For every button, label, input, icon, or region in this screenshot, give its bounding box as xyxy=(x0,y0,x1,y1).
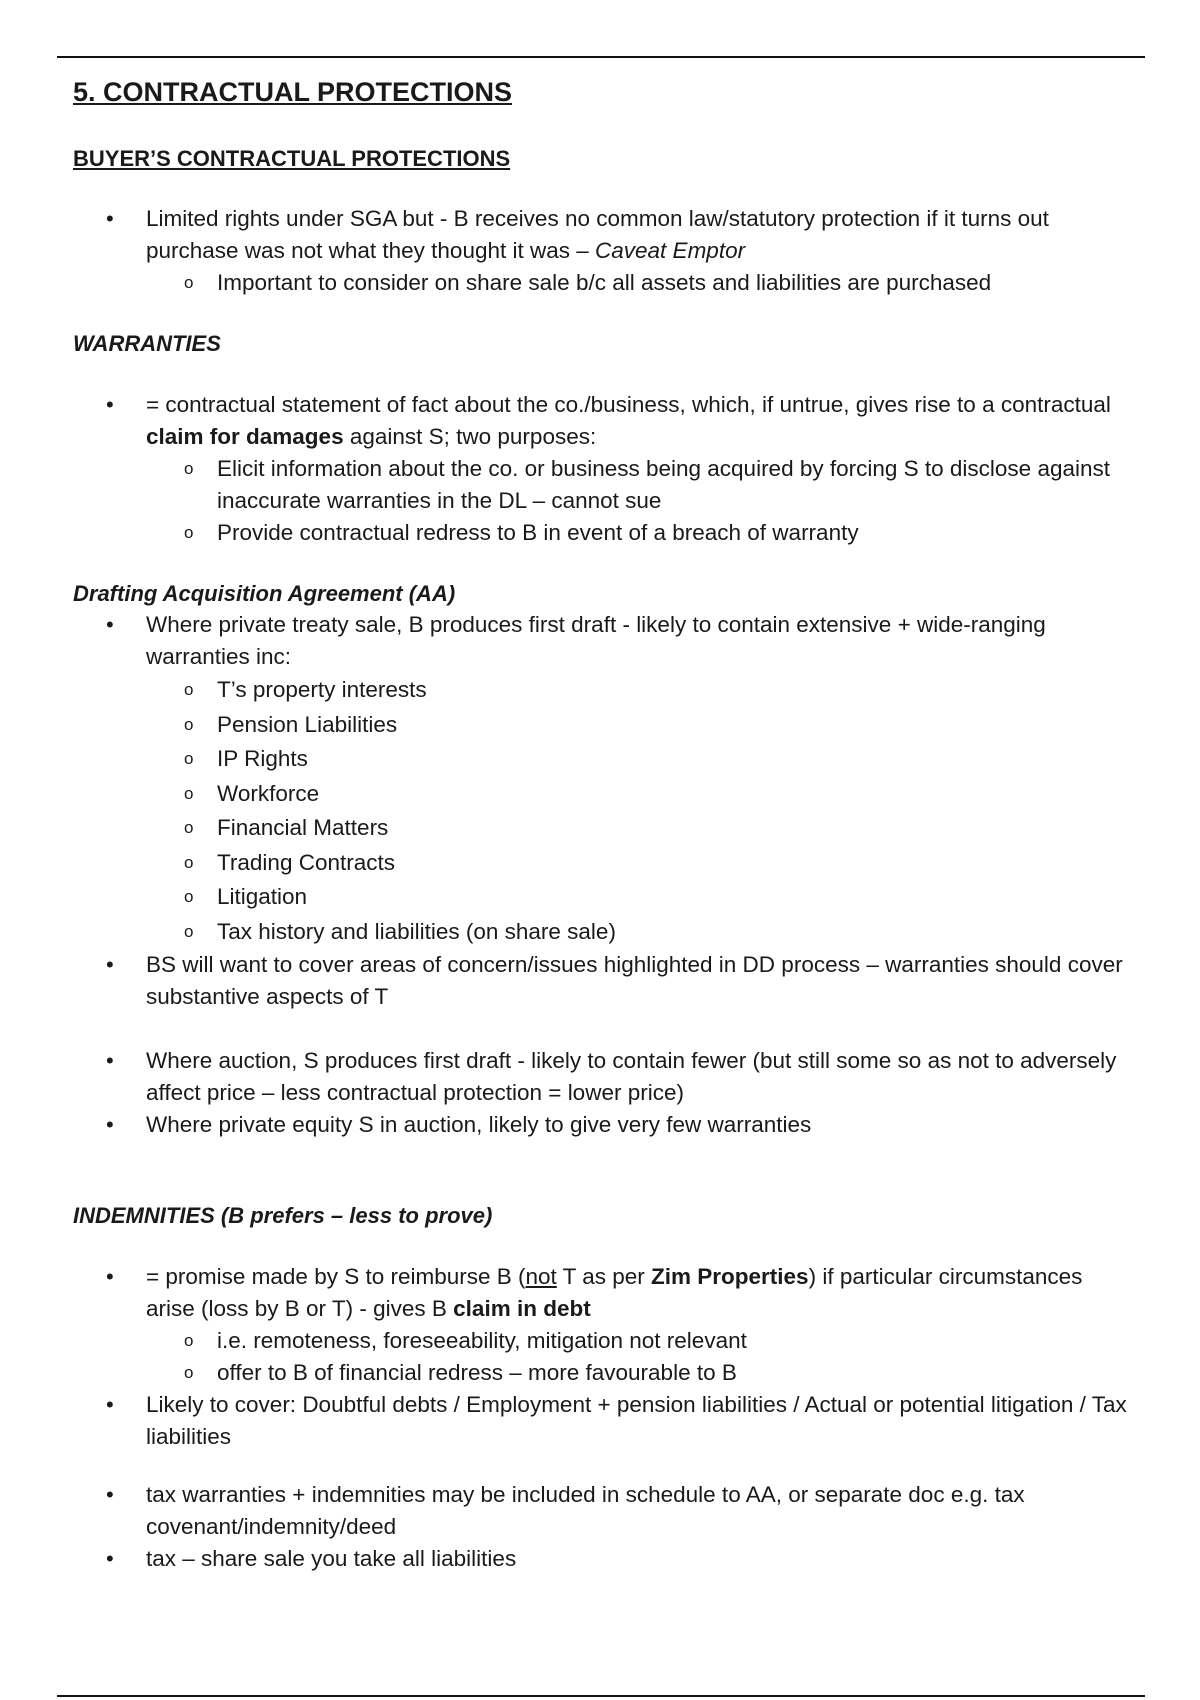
bullet-icon: • xyxy=(106,612,114,637)
sub-bullet-icon: o xyxy=(184,783,194,803)
list-item: o IP Rights xyxy=(72,742,1133,777)
document-body xyxy=(73,70,1133,1575)
list-item: • Limited rights under SGA but - B receives no common law/statutory protection if it turns out purchase was not what they thought it was – Caveat Emptor o Important to consider on share sale b/c all assets and liabilities are purchased xyxy=(73,203,1133,299)
sub-bullet-icon: o xyxy=(184,852,194,872)
sub-bullet-icon: o xyxy=(184,749,194,768)
bullet-icon: • xyxy=(106,952,114,977)
drafting-heading: Drafting Acquisition Agreement (AA) xyxy=(73,581,456,606)
list-item: • = promise made by S to reimburse B (not T as per Zim Properties) if particular circumstances arise (loss by B or T) - gives B claim in debt o i.e. remoteness, foreseeability, mitigation not relevant o offer to B of financial redress – more favourable to B xyxy=(73,1261,1133,1389)
indemnities-heading: INDEMNITIES (B prefers – less to prove) xyxy=(73,1203,493,1228)
sub-bullet-icon: o xyxy=(184,714,194,734)
list-item: o Important to consider on share sale b/c all assets and liabilities are purchased xyxy=(72,267,1133,299)
sub-bullet-icon: o xyxy=(184,273,194,292)
sub-bullet-icon: o xyxy=(184,1331,194,1350)
indemnities-list xyxy=(73,1261,1133,1575)
sub-bullet-icon: o xyxy=(184,523,194,542)
buyers-list xyxy=(73,203,1133,299)
sub-bullet-icon: o xyxy=(184,818,194,837)
list-item: o Workforce xyxy=(72,777,1133,812)
list-item: o Trading Contracts xyxy=(72,846,1133,881)
list-item: o Elicit information about the co. or business being acquired by forcing S to disclose against inaccurate warranties in the DL – cannot sue xyxy=(72,453,1133,517)
list-item: • = contractual statement of fact about the co./business, which, if untrue, gives rise to a contractual claim for damages against S; two purposes: o Elicit information about the co. or business being acquired by forcing S to disclose against inaccurate warranties in the DL – cannot sue o Provide contractual redress to B in event of a breach of warranty xyxy=(73,389,1133,549)
sub-bullet-icon: o xyxy=(184,1363,194,1382)
list-item: o Provide contractual redress to B in event of a breach of warranty xyxy=(72,517,1133,549)
top-rule xyxy=(57,56,1145,58)
list-item: o T’s property interests xyxy=(72,673,1133,708)
warranties-list xyxy=(73,389,1133,549)
list-item: • Where auction, S produces first draft - likely to contain fewer (but still some so as not to adversely affect price – less contractual protection = lower price) xyxy=(73,1045,1133,1109)
list-item: o offer to B of financial redress – more favourable to B xyxy=(72,1357,1133,1389)
warranties-heading: WARRANTIES xyxy=(73,331,221,356)
list-item: o Financial Matters xyxy=(72,811,1133,846)
list-item: • Likely to cover: Doubtful debts / Employment + pension liabilities / Actual or potential litigation / Tax liabilities xyxy=(73,1389,1133,1453)
sub-bullet-icon: o xyxy=(184,459,194,478)
list-item: o Tax history and liabilities (on share sale) xyxy=(72,915,1133,950)
list-item: o Litigation xyxy=(72,880,1133,915)
bullet-icon: • xyxy=(106,1392,114,1417)
list-item: • BS will want to cover areas of concern/issues highlighted in DD process – warranties should cover substantive aspects of T xyxy=(73,949,1133,1013)
sub-bullet-icon: o xyxy=(184,887,194,906)
bullet-icon: • xyxy=(106,1264,114,1289)
bullet-icon: • xyxy=(106,206,114,231)
list-item: • Where private treaty sale, B produces first draft - likely to contain extensive + wide-ranging warranties inc: o T’s property interests o Pension Liabilities o IP Rights o Workforce o Financial Matters o Trading Contracts o Litigation o Tax history and liabilities (on share sale) xyxy=(73,609,1133,949)
sub-bullet-icon: o xyxy=(184,680,194,699)
buyers-heading: BUYER’S CONTRACTUAL PROTECTIONS xyxy=(73,146,511,171)
bullet-icon: • xyxy=(106,1112,114,1137)
list-item: • tax warranties + indemnities may be included in schedule to AA, or separate doc e.g. tax covenant/indemnity/deed xyxy=(73,1479,1133,1543)
list-item: o Pension Liabilities xyxy=(72,708,1133,743)
bottom-rule xyxy=(57,1695,1145,1697)
bullet-icon: • xyxy=(106,1048,114,1073)
bullet-icon: • xyxy=(106,392,114,417)
list-item: • tax – share sale you take all liabilities xyxy=(73,1543,1133,1575)
list-item: • Where private equity S in auction, likely to give very few warranties xyxy=(73,1109,1133,1141)
page-title: 5. CONTRACTUAL PROTECTIONS xyxy=(73,77,513,107)
list-item: o i.e. remoteness, foreseeability, mitigation not relevant xyxy=(72,1325,1133,1357)
drafting-list xyxy=(73,609,1133,1141)
bullet-icon: • xyxy=(106,1546,114,1571)
sub-bullet-icon: o xyxy=(184,921,194,941)
bullet-icon: • xyxy=(106,1482,114,1507)
